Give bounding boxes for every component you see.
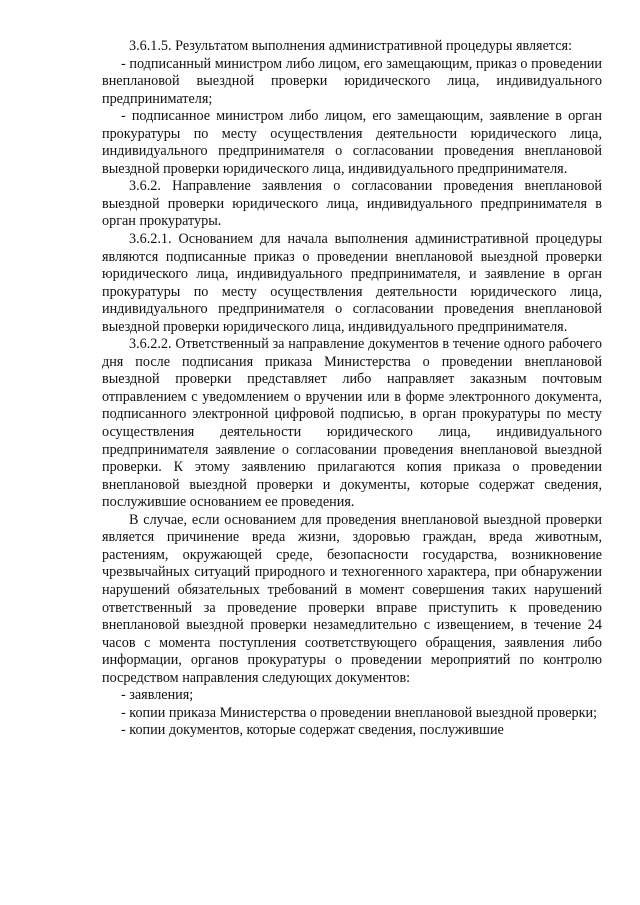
paragraph-3-6-2: 3.6.2. Направление заявления о согласовании проведения внеплановой выездной проверки юридического лица, индивидуального предпринимателя в орган прокуратуры. bbox=[102, 178, 602, 230]
list-item-order-signed: - подписанный министром либо лицом, его замещающим, приказ о проведении внеплановой выездной проверки юридического лица, индивидуального предпринимателя; bbox=[102, 55, 602, 107]
list-item-applications: - заявления; bbox=[121, 687, 194, 704]
paragraph-3-6-2-2: 3.6.2.2. Ответственный за направление документов в течение одного рабочего дня после подписания приказа Министерства о проведении внеплановой выездной проверки представляет либо направляет заказным почтовым отправлением с уведомлением о вручении или в форме электронного документа, подписанного электронной цифровой подписью, в орган прокуратуры по месту осуществления деятельности юридического лица, индивидуального предпринимателя заявление о согласовании проведения внеплановой выездной проверки. К этому заявлению прилагаются копия приказа о проведении внеплановой выездной проверки и документы, которые содержат сведения, послужившие основанием ее проведения. bbox=[102, 336, 602, 511]
list-item-application-signed: - подписанное министром либо лицом, его замещающим, заявление в орган прокуратуры по месту осуществления деятельности юридического лица, индивидуального предпринимателя о согласовании проведения внеплановой выездной проверки юридического лица, индивидуального предпринимателя. bbox=[102, 108, 602, 177]
list-item-order-copies: - копии приказа Министерства о проведении внеплановой выездной проверки; bbox=[121, 704, 598, 721]
paragraph-3-6-2-1: 3.6.2.1. Основанием для начала выполнения административной процедуры являются подписанные приказ о проведении внеплановой выездной проверки юридического лица, индивидуального предпринимателя, и заявление в орган прокуратуры по месту осуществления деятельности юридического лица, индивидуального предпринимателя о согласовании проведения внеплановой выездной проверки юридического лица, индивидуального предпринимателя. bbox=[102, 231, 602, 335]
list-item-document-copies: - копии документов, которые содержат сведения, послужившие bbox=[121, 722, 504, 739]
paragraph-urgent-case: В случае, если основанием для проведения внеплановой выездной проверки является причинение вреда жизни, здоровью граждан, вреда животным, растениям, окружающей среде, безопасности государства, возникновение чрезвычайных ситуаций природного и техногенного характера, при обнаружении нарушений обязательных требований в момент совершения таких нарушений ответственный за проведение проверки вправе приступить к проведению внеплановой выездной проверки незамедлительно с извещением, в течение 24 часов с момента поступления соответствующего обращения, заявления либо информации, органов прокуратуры о проведении мероприятий по контролю посредством направления следующих документов: bbox=[102, 511, 602, 686]
paragraph-3-6-1-5: 3.6.1.5. Результатом выполнения административной процедуры является: bbox=[129, 38, 573, 54]
document-page bbox=[102, 38, 602, 740]
